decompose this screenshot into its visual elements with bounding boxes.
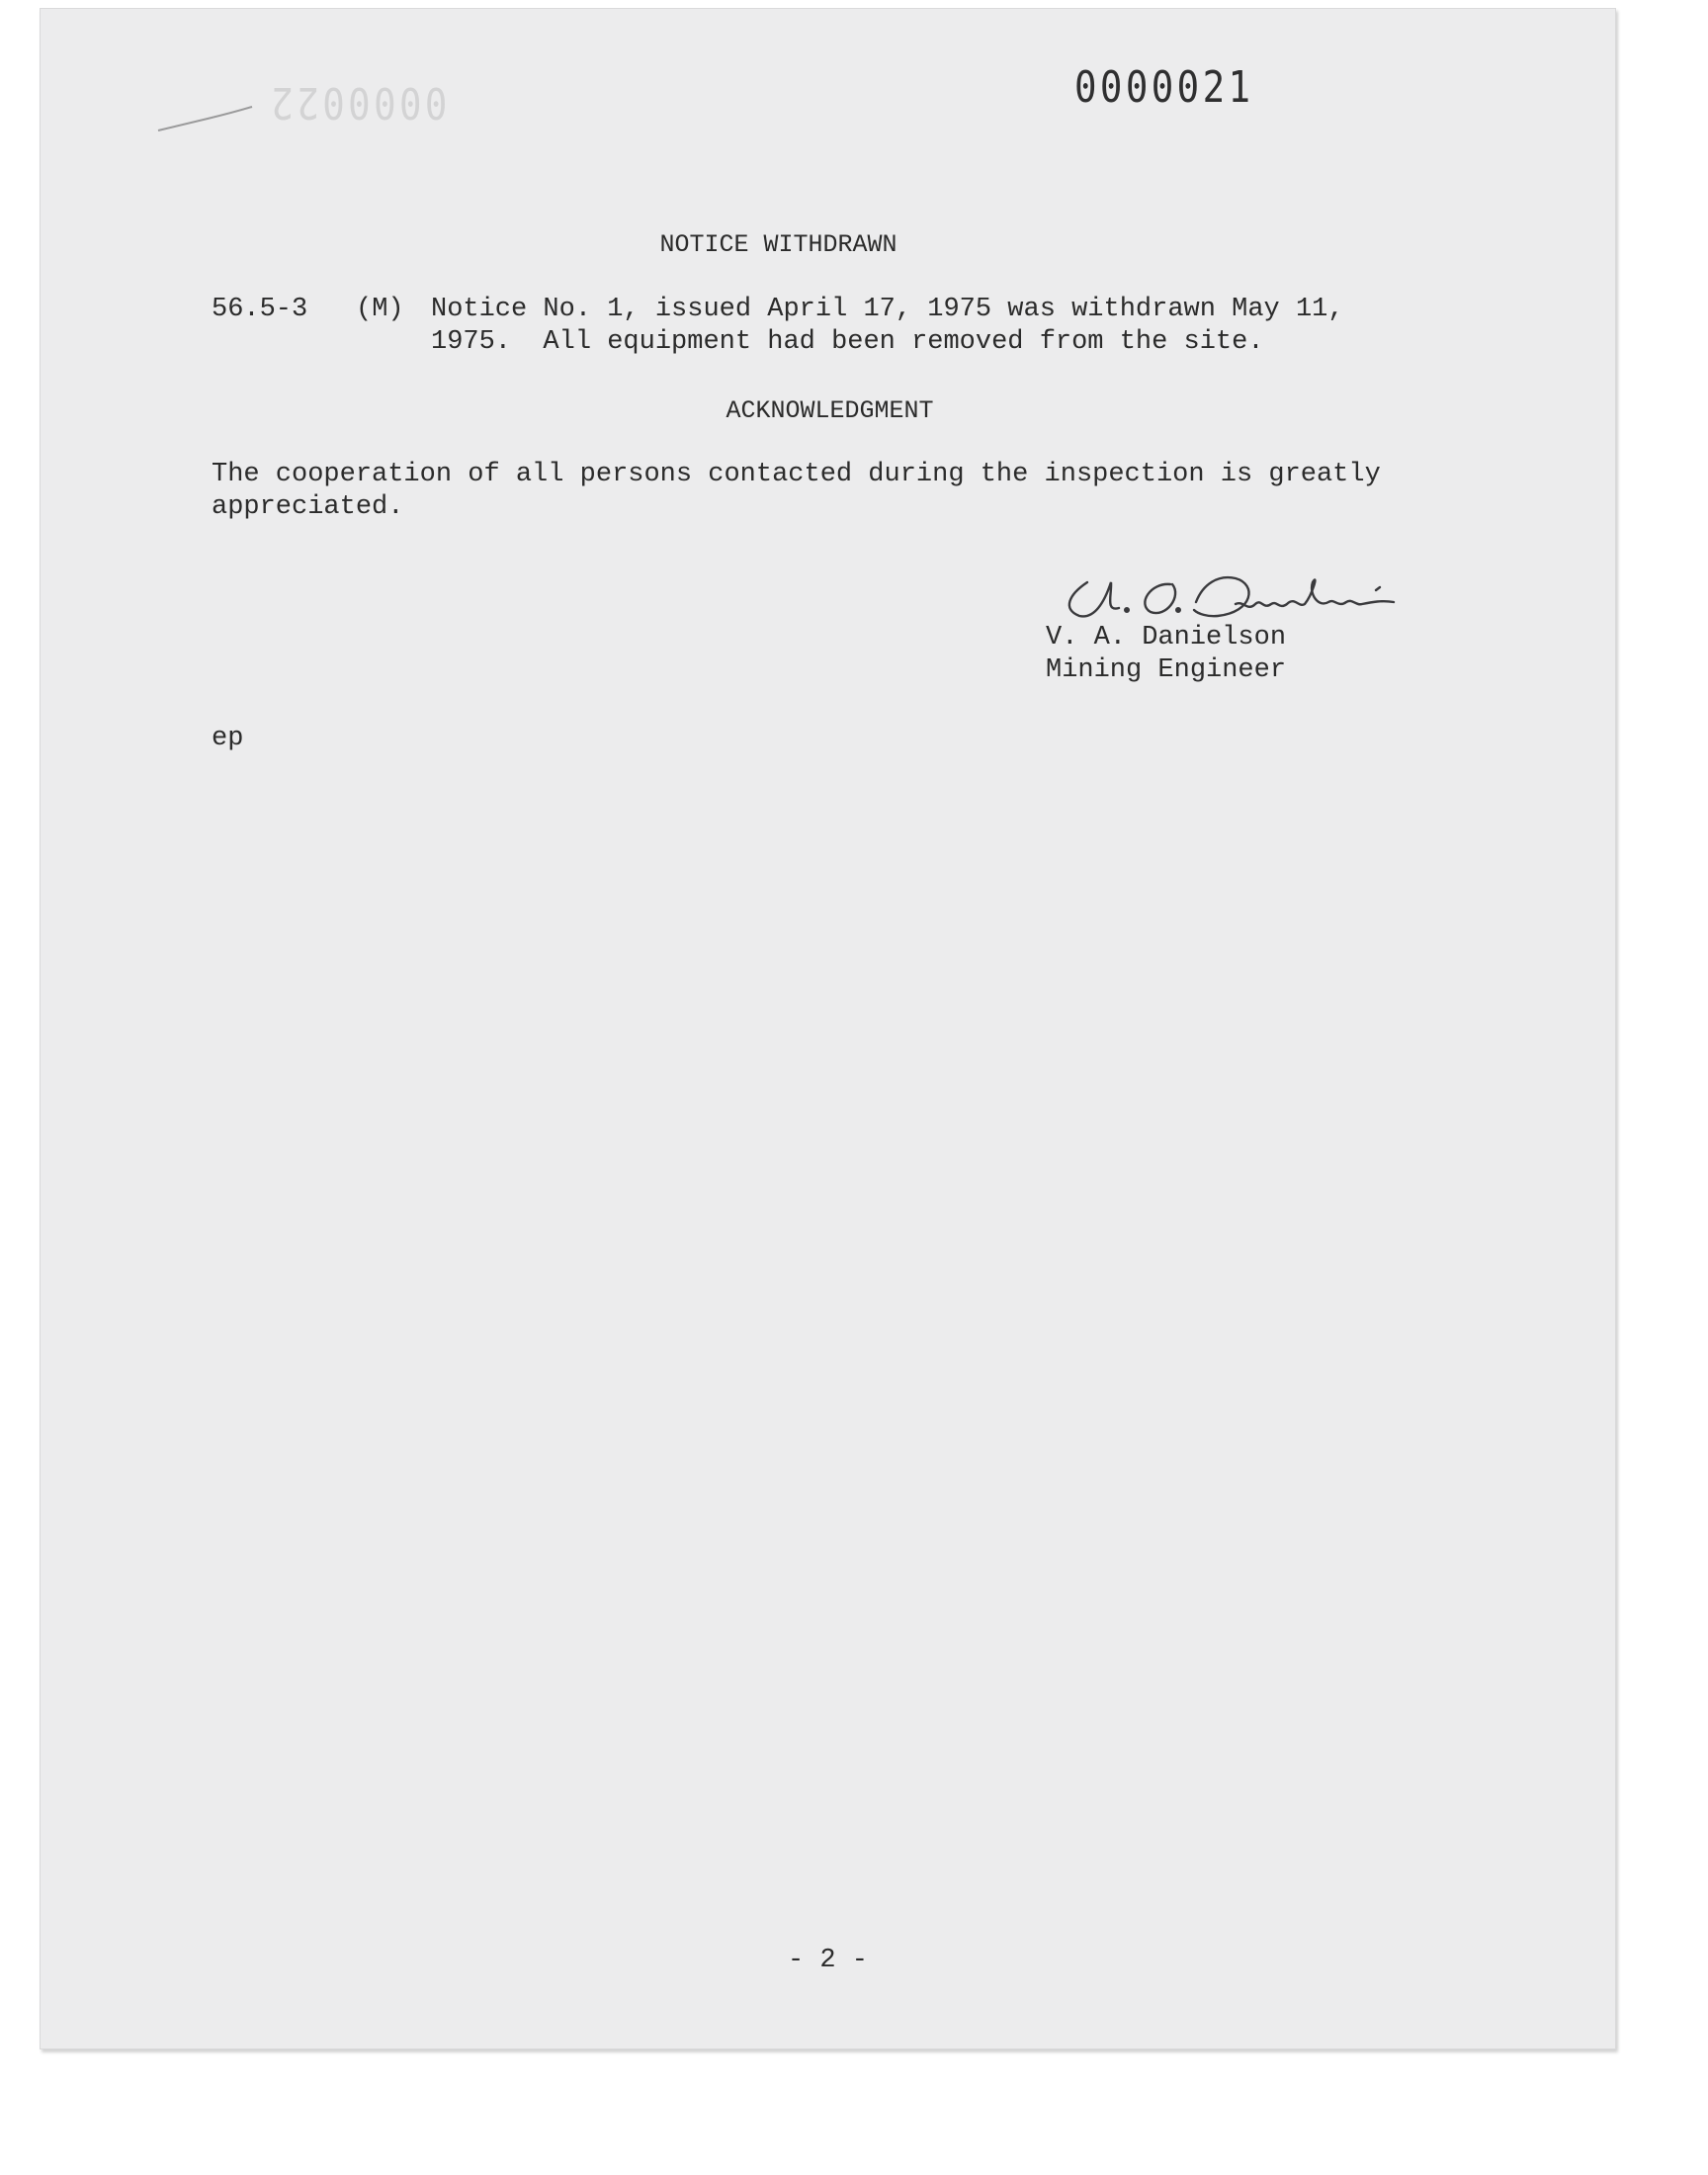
acknowledgment-heading: ACKNOWLEDGMENT (726, 396, 934, 425)
notice-reference: 56.5-3 (212, 295, 308, 324)
bleed-through-stamp: 0000022 (268, 77, 448, 128)
typist-initials: ep (212, 724, 244, 753)
notice-heading: NOTICE WITHDRAWN (659, 230, 897, 259)
acknowledgment-line-2: appreciated. (212, 492, 404, 522)
acknowledgment-line-1: The cooperation of all persons contacted during the inspection is greatly (212, 460, 1381, 489)
document-page (40, 8, 1616, 2049)
signer-name: V. A. Danielson (1046, 623, 1287, 652)
document-number-stamp: 0000021 (1074, 62, 1254, 113)
notice-text-line-2: 1975. All equipment had been removed from the site. (431, 327, 1264, 357)
notice-code: (M) (356, 295, 404, 324)
page-number: - 2 - (787, 1946, 868, 1975)
pen-smudge (153, 99, 262, 138)
signer-title: Mining Engineer (1046, 655, 1287, 685)
notice-text-line-1: Notice No. 1, issued April 17, 1975 was withdrawn May 11, (431, 295, 1344, 324)
